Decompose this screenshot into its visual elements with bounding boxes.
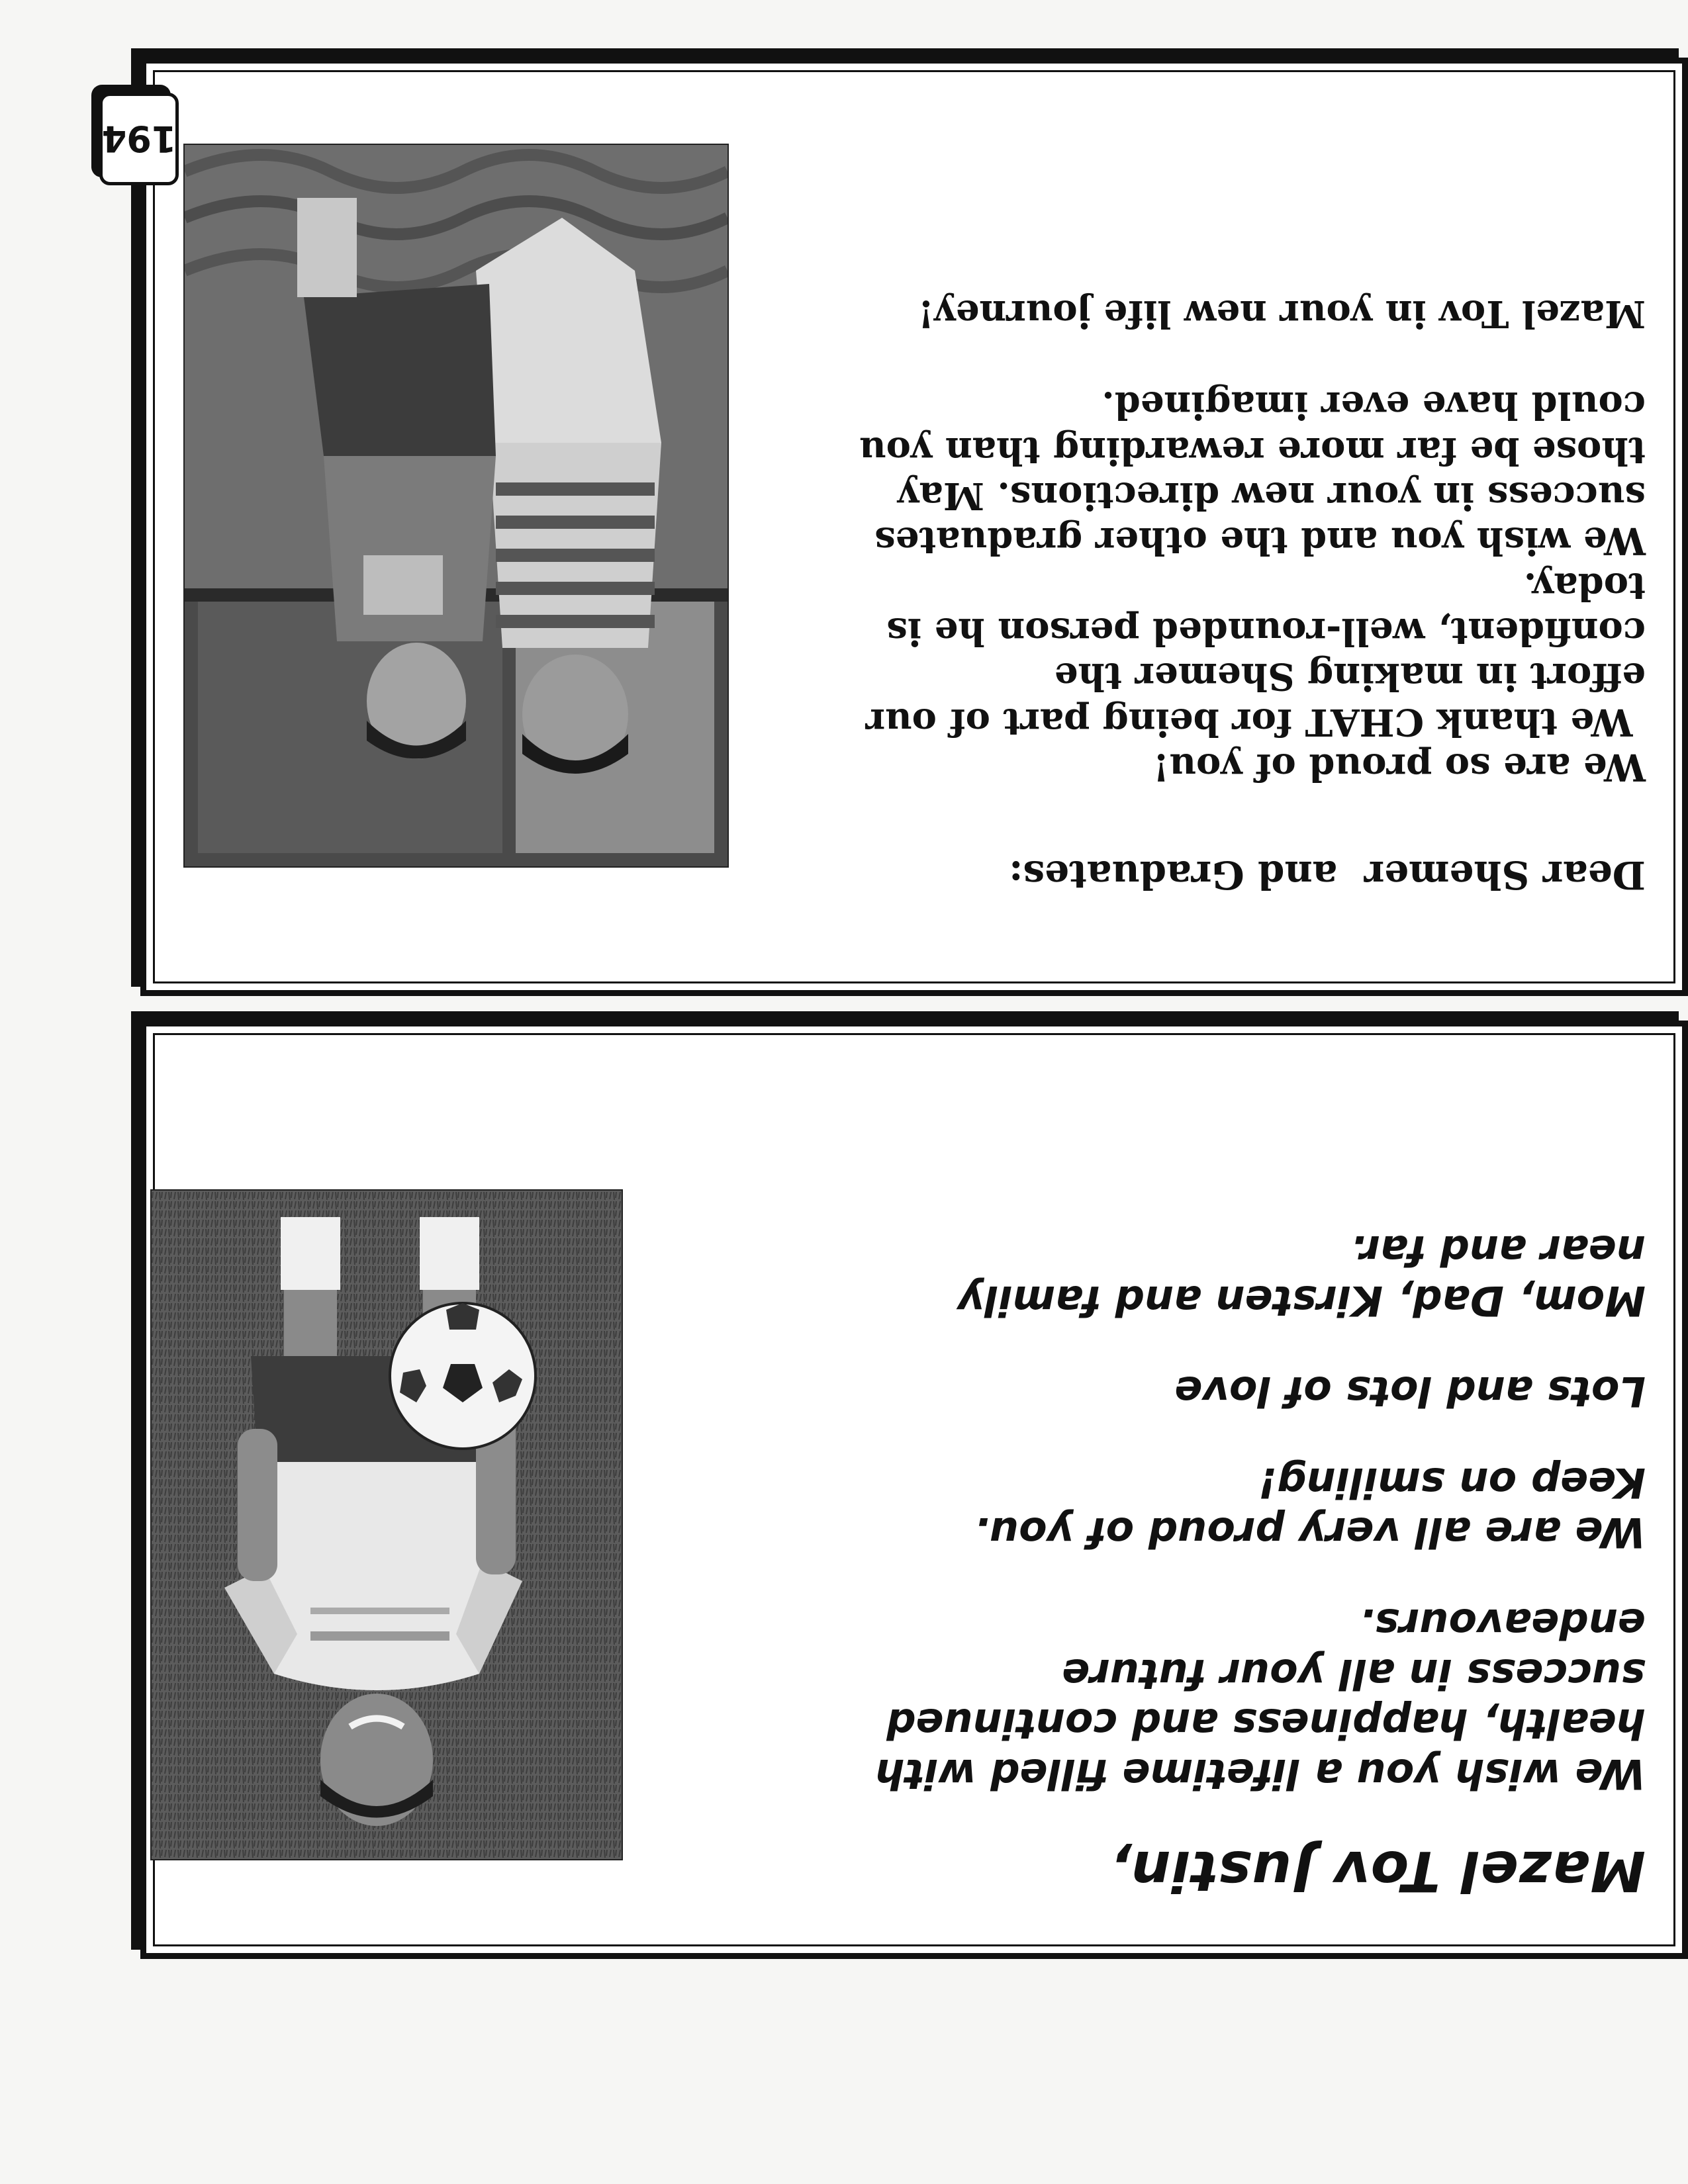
ad-justin-line: near and far. [1350,1226,1646,1275]
ad-justin-line: success in all your future [1062,1649,1646,1698]
ad-shemer-line: confident, well-rounded person he is [886,610,1646,654]
ad-shemer-line: We thank CHAT for being part of our [865,700,1646,744]
ad-justin-line: We are all very proud of you. [974,1508,1646,1557]
ad-justin [140,1021,1688,1959]
ad-shemer [140,58,1688,996]
ad-justin-line: health, happiness and continued [886,1700,1646,1749]
ad-justin-line: We wish you a lifetime filled with [875,1750,1646,1798]
ad-justin-title: Mazel Tov Justin, [1108,1839,1646,1903]
boy-with-soccer-ball-photo [150,1189,623,1860]
ad-shemer-line: Mazel Tov in your new life journey! [917,292,1646,336]
page-number-label: 194 [99,93,179,185]
ad-justin-line: Lots and lots of love [1174,1367,1646,1416]
ad-shemer-title: Dear Shemer and Graduates: [1009,852,1646,897]
ad-justin-text [739,1225,1646,1903]
ad-shemer-text [739,291,1646,897]
ad-justin-line: Keep on smiling! [1258,1458,1646,1507]
ad-shemer-line: could have ever imagined. [1102,383,1646,428]
ad-shemer-line: We are so proud of you! [1152,745,1646,789]
two-boys-on-floor-photo [183,144,729,868]
ad-shemer-line: today. [1523,564,1646,608]
ad-justin-line: endeavours. [1359,1600,1646,1649]
ad-shemer-line: those be far more rewarding than you [859,428,1646,473]
page-number [86,79,179,185]
ad-shemer-line: effort in making Shemer the [1054,655,1646,699]
ad-shemer-line: We wish you and the other graduates [874,519,1646,563]
ad-shemer-line: success in your new directions. May [898,474,1646,518]
ad-justin-line: Mom, Dad, Kirsten and family [957,1276,1646,1325]
